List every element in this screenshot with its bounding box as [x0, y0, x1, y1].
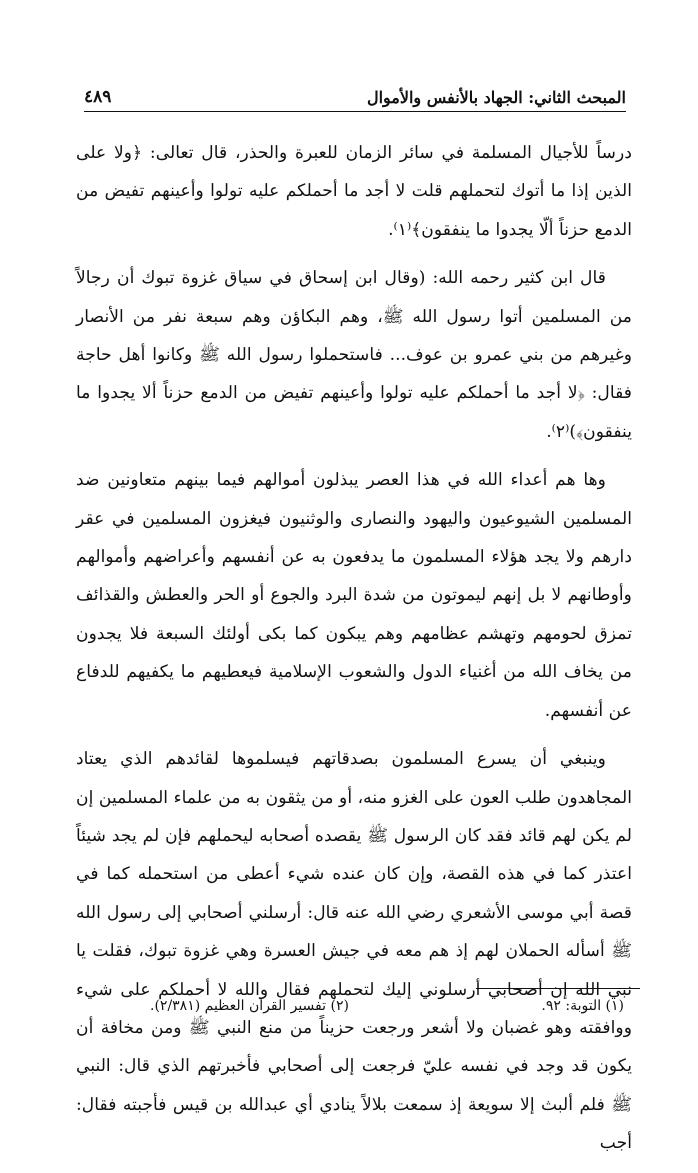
page-number: ٤٨٩ [84, 87, 112, 107]
footnote-2: (٢) تفسير القرآن العظيم (٢/٣٨١). [150, 998, 349, 1014]
body-text [76, 134, 632, 1173]
chapter-title: المبحث الثاني: الجهاد بالأنفس والأموال [366, 88, 626, 107]
footnote-divider [476, 988, 640, 989]
paragraph-3: وها هم أعداء الله في هذا العصر يبذلون أموالهم فيما بينهم متعاونين ضد المسلمين الشيوعيون واليهود والنصارى والوثنيون فيغزون المسلمين في عقر دارهم ولا يجد هؤلاء المسلمون ما يدفعون به عن أنفسهم وأعراضهم وأموالهم وأوطانهم لا بل إنهم ليموتون من شدة البرد والجوع أو الحر والعطش والقذائف تمزق لحومهم وتهشم عظامهم وهم يبكون كما بكى أولئك السبعة فلا يجدون من يخاف الله من أغنياء الدول والشعوب الإسلامية فيعطيهم ما يكفيهم للدفاع عن أنفسهم. [76, 470, 632, 721]
running-header [84, 82, 626, 112]
paragraph-4: وينبغي أن يسرع المسلمون بصدقاتهم فيسلموها لقائدهم الذي يعتاد المجاهدون طلب العون على الغزو منه، أو من يثقون به من علماء المسلمين إن لم يكن لهم قائد فقد كان الرسول ﷺ يقصده أصحابه ليحملهم فإن لم يجد شيئاً اعتذر كما في هذه القصة، وإن كان عنده شيء أعطى من استحمله كما في قصة أبي موسى الأشعري رضي الله عنه قال: أرسلني أصحابي إلى رسول الله ﷺ أسأله الحملان لهم إذ هم معه في جيش العسرة وهي غزوة تبوك، فقلت يا نبي الله إن أصحابي أرسلوني إليك لتحملهم فقال والله لا أحملكم على شيء ووافقته وهو غضبان ولا أشعر ورجعت حزيناً من منع النبي ﷺ ومن مخافة أن يكون قد وجد في نفسه عليّ فرجعت إلى أصحابي فأخبرتهم الذي قال: النبي ﷺ فلم ألبث إلا سويعة إذ سمعت بلالاً ينادي أي عبدالله بن قيس فأجبته فقال: أجب [76, 749, 632, 1154]
footnotes [150, 998, 624, 1014]
paragraph-2: قال ابن كثير رحمه الله: (وقال ابن إسحاق في سياق غزوة تبوك أن رجالاً من المسلمين أتوا رسول الله ﷺ، وهم البكاؤن وهم سبعة نفر من الأنصار وغيرهم من بني عمرو بن عوف... فاستحملوا رسول الله ﷺ وكانوا أهل حاجة فقال: ﴿لا أجد ما أحملكم عليه تولوا وأعينهم تفيض من الدمع حزناً ألا يجدوا ما ينفقون﴾)⁽٢⁾. [76, 268, 632, 442]
paragraph-1: درساً للأجيال المسلمة في سائر الزمان للعبرة والحذر، قال تعالى: ﴿ولا على الذين إذا ما أتوك لتحملهم قلت لا أجد ما أحملكم عليه تولوا وأعينهم تفيض من الدمع حزناً ألّا يجدوا ما ينفقون﴾⁽١⁾. [76, 143, 632, 240]
footnote-1: (١) التوبة: ٩٢. [541, 998, 624, 1014]
